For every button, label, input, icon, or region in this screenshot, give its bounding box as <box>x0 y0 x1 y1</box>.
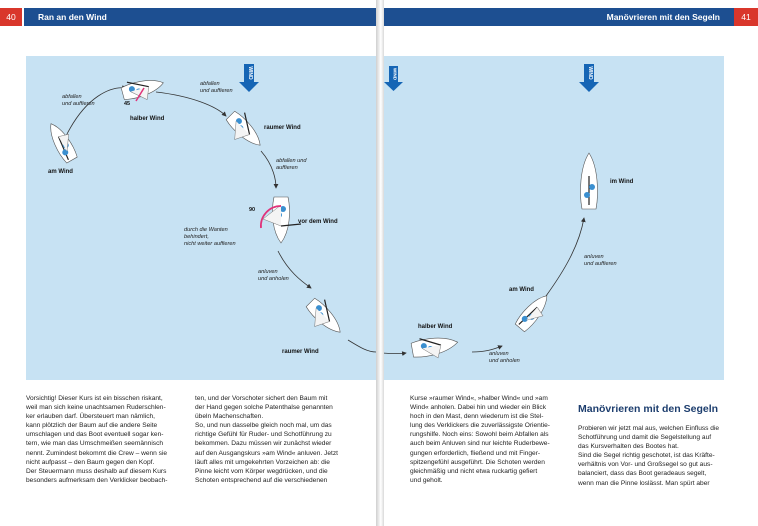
text-line: wenn man die Pinne loslässt. Man spürt aber <box>578 479 710 487</box>
text-line: umschlagen und das Boot eventuell sogar ken- <box>26 431 164 439</box>
text-line: Wind« anholen. Dabei hin und wieder ein Blick <box>410 404 546 412</box>
text-line: rungshilfe. Noch eins: Sowohl beim Abfallen als <box>410 431 549 439</box>
label-anluven-anholen-b: und anholen <box>489 358 520 364</box>
text-line: läuft alles mit umgekehrten Vorzeichen ab: die <box>195 458 330 466</box>
label-wanten-a: durch die Wanten <box>184 227 228 233</box>
course-arrow <box>348 340 376 352</box>
book-gutter <box>376 0 384 526</box>
text-line: weil man sich keine unachtsamen Ruderschlen- <box>26 404 166 412</box>
label-anluven-auffieren-a: anluven <box>584 254 604 260</box>
text-line: besonders aufmerksam den Verklicker beobach- <box>26 476 168 484</box>
label-angle-90: 90 <box>249 207 256 213</box>
header-right: Manövrieren mit den Segeln <box>384 8 734 26</box>
svg-text:WIND: WIND <box>392 67 398 81</box>
body-column-left-2 <box>195 394 350 485</box>
body-column-left-1 <box>26 394 183 485</box>
header-left: Ran an den Wind <box>24 8 376 26</box>
diagram-svg-right <box>384 56 724 380</box>
wind-arrow-icon <box>384 66 403 91</box>
label-abfallen-2b: und auffieren <box>200 88 233 94</box>
svg-text:WIND: WIND <box>247 66 253 80</box>
text-line: der Hand gegen solche Patenthalse genannten <box>195 404 333 412</box>
label-wanten-c: nicht weiter auffieren <box>184 241 236 247</box>
label-angle-45: 45 <box>124 101 131 107</box>
text-line: spitzengefühl ausgeführt. Die Schoten werden <box>410 458 545 466</box>
text-line: das Kursverhalten des Bootes hat. <box>578 443 679 451</box>
label-anluven-a: anluven <box>258 269 278 275</box>
text-line: gleichmäßig und nicht etwa ruckartig gefiert <box>410 467 538 475</box>
label-vor-dem-wind: vor dem Wind <box>298 219 338 225</box>
course-arrow <box>546 218 584 296</box>
text-line: So, und nun dasselbe gleich noch mal, um das <box>195 422 332 430</box>
text-line: Sind die Segel richtig geschotet, ist das Kräfte- <box>578 452 715 460</box>
boat-halber-wind <box>411 332 460 362</box>
text-line: gungen erforderlich, fließend und mit Finger- <box>410 449 541 457</box>
page-number-right: 41 <box>734 8 758 26</box>
page-number-left: 40 <box>0 8 22 26</box>
boat-raumer-wind-top <box>221 107 269 155</box>
text-line: Vorsichtig! Dieser Kurs ist ein bisschen riskant, <box>26 395 163 402</box>
label-abfallen-1a: abfallen <box>62 94 82 100</box>
text-line: verhältnis von Vor- und Großsegel so gut aus- <box>578 461 713 469</box>
text-line: übeln Machenschaften. <box>195 413 264 421</box>
section-title: Manövrieren mit den Segeln <box>578 403 719 415</box>
text-line: auf den Ausgangskurs »am Wind« anluven. Jetzt <box>195 449 338 457</box>
wind-arrow-icon <box>239 64 259 92</box>
diagram-svg-left <box>26 56 376 380</box>
label-wanten-b: behindert, <box>184 234 209 240</box>
body-column-right-2 <box>578 424 732 488</box>
svg-text:WIND: WIND <box>587 66 593 80</box>
label-abfallen-2a: abfallen <box>200 81 220 87</box>
text-line: und geholt. <box>410 476 443 484</box>
boat-am-wind <box>514 291 554 334</box>
text-line: Schoten entsprechend auf die verschiedenen <box>195 476 328 484</box>
text-line: balanciert, dass das Boot geradeaus segelt, <box>578 470 707 478</box>
label-anluven-b: und anholen <box>258 276 289 282</box>
label-raumer-wind-top: raumer Wind <box>264 125 301 131</box>
text-line: bekommen. Dazu müssen wir zunächst wieder <box>195 440 332 448</box>
text-line: auch beim Anluven sind nur leichte Ruderbewe- <box>410 440 550 448</box>
label-abfallen-1b: und auffieren <box>62 101 95 107</box>
left-page <box>0 0 376 526</box>
label-anluven-auffieren-b: und auffieren <box>584 261 617 267</box>
course-arrow <box>261 151 276 188</box>
text-line: Probieren wir jetzt mal aus, welchen Einfluss die <box>578 425 720 432</box>
boat-vor-dem-wind <box>263 197 301 243</box>
text-line: Schotführung und damit die Segelstellung auf <box>578 434 712 442</box>
text-line: tern, wie man das Umschmeißen seemännisch <box>26 440 164 448</box>
boat-raumer-wind-bottom <box>301 294 349 342</box>
text-line: richtige Gefühl für Ruder- und Schotführung zu <box>195 431 332 439</box>
text-line: lung des Verklickers die zuverlässigste Orientie- <box>410 422 550 430</box>
wind-arrow-icon <box>579 64 599 92</box>
body-column-right-1 <box>410 394 564 485</box>
sailing-diagram-right <box>384 56 724 380</box>
label-anluven-anholen-a: anluven <box>489 351 509 357</box>
label-abfallen-3b: auffieren <box>276 165 298 171</box>
label-halber-wind: halber Wind <box>418 324 453 330</box>
text-line: ten, und der Vorschoter sichert den Baum mit <box>195 395 328 402</box>
label-am-wind: am Wind <box>48 169 73 175</box>
right-page <box>384 0 758 526</box>
course-arrow <box>384 352 406 354</box>
text-line: ker erlauben darf. Übersteuert man nämlich, <box>26 413 156 421</box>
label-im-wind: im Wind <box>610 179 634 185</box>
text-line: Der Steuermann muss deshalb auf diesem Kurs <box>26 467 167 475</box>
course-arrow <box>156 92 226 116</box>
text-line: nennt. Zumindest bekommt die Crew – wenn sie <box>26 449 168 457</box>
label-raumer-wind-bottom: raumer Wind <box>282 349 319 355</box>
boat-am-wind <box>44 119 80 164</box>
course-arrow <box>278 251 311 288</box>
label-halber-wind: halber Wind <box>130 116 165 122</box>
text-line: kann plötzlich der Baum auf die andere Seite <box>26 422 158 430</box>
label-am-wind: am Wind <box>509 287 534 293</box>
text-line: nicht aufpasst – den Baum gegen den Kopf. <box>26 458 155 466</box>
sailing-diagram-left <box>26 56 376 380</box>
label-abfallen-3a: abfallen und <box>276 158 307 164</box>
boat-im-wind <box>580 153 597 209</box>
text-line: Kurse »raumer Wind«, »halber Wind« und »am <box>410 395 548 402</box>
text-line: hoch in den Mast, denn wiederum ist die Stel- <box>410 413 544 421</box>
text-line: Pinne leicht vom Körper wegdrücken, und die <box>195 467 328 475</box>
